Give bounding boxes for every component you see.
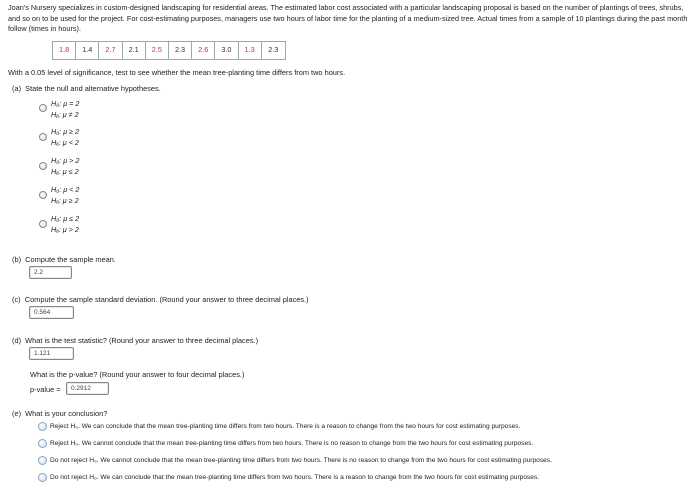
part-e-text: What is your conclusion? bbox=[25, 409, 108, 418]
hypothesis-option-5-radio[interactable] bbox=[39, 220, 47, 228]
conclusion-option-2-radio[interactable] bbox=[38, 439, 47, 448]
data-cell: 2.5 bbox=[146, 42, 169, 59]
conclusion-prefix: Do not reject H₀. bbox=[50, 474, 99, 481]
part-d-question bbox=[12, 336, 258, 345]
h0-text: H₀: μ = 2 bbox=[51, 99, 80, 108]
significance-text: With a 0.05 level of significance, test to see whether the mean tree-planting time differs from two hours. bbox=[8, 68, 346, 77]
part-c-question bbox=[12, 295, 309, 304]
part-c-label: (c) bbox=[12, 295, 21, 304]
h0-text: H₀: μ > 2 bbox=[51, 156, 80, 165]
hypothesis-option-3-radio[interactable] bbox=[39, 162, 47, 170]
part-a-question bbox=[12, 84, 161, 93]
hypothesis-option-2 bbox=[51, 127, 79, 148]
pvalue-question: What is the p-value? (Round your answer to four decimal places.) bbox=[30, 370, 245, 379]
data-cell: 3.0 bbox=[215, 42, 238, 59]
test-statistic-input[interactable]: 1.121 bbox=[29, 347, 74, 360]
hypothesis-option-4-radio[interactable] bbox=[39, 191, 47, 199]
part-a-text: State the null and alternative hypotheses. bbox=[25, 84, 161, 93]
pvalue-label: p-value = bbox=[30, 385, 61, 394]
conclusion-text: We can conclude that the mean tree-planting time differs from two hours. There is a reason to change from the two hours for cost estimating purposes. bbox=[81, 423, 521, 430]
ha-text: Hₐ: μ ≥ 2 bbox=[51, 195, 79, 205]
conclusion-option-1-radio[interactable] bbox=[38, 422, 47, 431]
ha-text: Hₐ: μ ≤ 2 bbox=[51, 166, 79, 176]
hypothesis-option-3 bbox=[51, 156, 79, 177]
conclusion-prefix: Reject H₀. bbox=[50, 423, 80, 430]
data-cell: 2.3 bbox=[169, 42, 192, 59]
data-cell: 1.4 bbox=[76, 42, 99, 59]
data-cell: 2.7 bbox=[99, 42, 122, 59]
ha-text: Hₐ: μ > 2 bbox=[51, 224, 79, 234]
part-b-label: (b) bbox=[12, 255, 22, 264]
part-a-label: (a) bbox=[12, 84, 22, 93]
conclusion-option-4 bbox=[50, 473, 539, 482]
part-e-question bbox=[12, 409, 107, 418]
conclusion-option-1 bbox=[50, 422, 520, 431]
hypothesis-option-4 bbox=[51, 185, 79, 206]
hypothesis-option-5 bbox=[51, 214, 79, 235]
conclusion-text: We cannot conclude that the mean tree-planting time differs from two hours. There is no reason to change from the two hours for cost estimating purposes. bbox=[81, 440, 534, 447]
conclusion-option-3-radio[interactable] bbox=[38, 456, 47, 465]
data-cell: 1.8 bbox=[53, 42, 76, 59]
conclusion-option-4-radio[interactable] bbox=[38, 473, 47, 482]
problem-intro: Joan's Nursery specializes in custom-designed landscaping for residential areas. The estimated labor cost associated with a particular landscaping proposal is based on the number of plantings of trees, shrubs, and so on to be used for the project. For cost-estimating purposes, managers use two hours of labor time for the planting of a medium-sized tree. Actual times from a sample of 10 plantings during the past month follow (times in hours). bbox=[8, 3, 688, 33]
conclusion-prefix: Do not reject H₀. bbox=[50, 457, 99, 464]
data-cell: 2.1 bbox=[123, 42, 146, 59]
conclusion-prefix: Reject H₀. bbox=[50, 440, 80, 447]
hypothesis-option-1-radio[interactable] bbox=[39, 104, 47, 112]
part-c-text: Compute the sample standard deviation. (Round your answer to three decimal places.) bbox=[24, 295, 309, 304]
sample-mean-input[interactable]: 2.2 bbox=[29, 266, 72, 279]
part-d-text: What is the test statistic? (Round your answer to three decimal places.) bbox=[25, 336, 259, 345]
part-e-label: (e) bbox=[12, 409, 22, 418]
pvalue-input[interactable]: 0.2912 bbox=[66, 382, 109, 395]
part-b-question bbox=[12, 255, 116, 264]
hypothesis-option-1 bbox=[51, 99, 79, 120]
conclusion-text: We can conclude that the mean tree-planting time differs from two hours. There is a reason to change from the two hours for cost estimating purposes. bbox=[100, 474, 540, 481]
std-dev-input[interactable]: 0.564 bbox=[29, 306, 74, 319]
conclusion-option-2 bbox=[50, 439, 533, 448]
data-cell: 2.6 bbox=[192, 42, 215, 59]
part-b-text: Compute the sample mean. bbox=[25, 255, 116, 264]
conclusion-option-3 bbox=[50, 456, 552, 465]
h0-text: H₀: μ < 2 bbox=[51, 185, 80, 194]
part-d-label: (d) bbox=[12, 336, 22, 345]
hypothesis-option-2-radio[interactable] bbox=[39, 133, 47, 141]
data-table bbox=[52, 41, 286, 60]
ha-text: Hₐ: μ < 2 bbox=[51, 137, 79, 147]
h0-text: H₀: μ ≤ 2 bbox=[51, 214, 80, 223]
ha-text: Hₐ: μ ≠ 2 bbox=[51, 109, 79, 119]
data-cell: 1.3 bbox=[239, 42, 262, 59]
data-cell: 2.3 bbox=[268, 45, 279, 54]
conclusion-text: We cannot conclude that the mean tree-planting time differs from two hours. There is no reason to change from the two hours for cost estimating purposes. bbox=[100, 457, 552, 464]
h0-text: H₀: μ ≥ 2 bbox=[51, 127, 80, 136]
